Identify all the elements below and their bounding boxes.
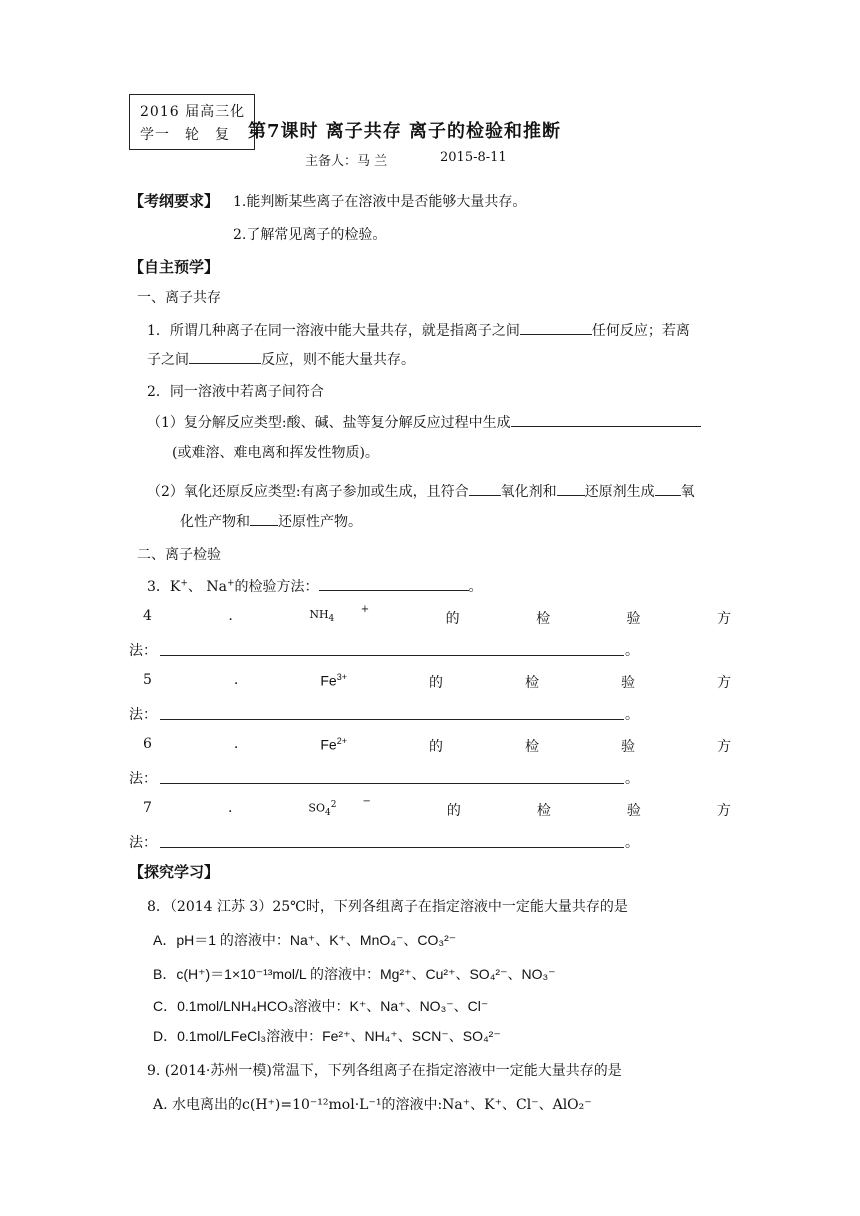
q7-dot: . — [227, 800, 233, 816]
q7-blank[interactable] — [160, 847, 624, 848]
q3-blank[interactable] — [319, 576, 469, 591]
q8-option-b: B．c(H⁺)＝1×10⁻¹³mol/L 的溶液中：Mg²⁺、Cu²⁺、SO₄²⁻、NO₃⁻ — [153, 966, 556, 982]
question-1-line1 — [147, 320, 690, 340]
q7-ion-sup: 2 — [330, 800, 337, 810]
q1-text-a: 1．所谓几种离子在同一溶液中能大量共存，就是指离子之间 — [147, 323, 520, 339]
q7-ion-text: SO — [308, 801, 325, 815]
q2-2-blank-3[interactable] — [655, 481, 681, 496]
q4-blank[interactable] — [160, 655, 624, 656]
q7-ion — [308, 800, 336, 820]
q4-fa: 法： — [129, 643, 157, 659]
q8-option-c: C．0.1mol/LNH₄HCO₃溶液中：K⁺、Na⁺、NO₃⁻、Cl⁻ — [153, 998, 489, 1014]
q5-number: 5 — [143, 672, 152, 688]
question-2-2-line1 — [147, 481, 695, 501]
q7-de: 的 — [446, 803, 461, 819]
q2-1-blank[interactable] — [511, 412, 701, 427]
q4-ion-text: NH — [309, 608, 329, 621]
question-2-2-line2 — [180, 511, 362, 531]
q6-fa: 法： — [129, 771, 157, 787]
requirements-heading: 【考纲要求】 — [129, 192, 220, 210]
question-5 — [143, 672, 731, 692]
page-title: 第7课时 离子共存 离子的检验和推断 — [248, 121, 562, 142]
q7-fang: 方 — [716, 803, 731, 819]
q5-fa: 法： — [129, 707, 157, 723]
q2-2-text-d: 氧 — [680, 484, 695, 500]
course-label-box — [129, 94, 255, 150]
q2-2-text-b: 氧化剂和 — [500, 484, 557, 500]
q7-yan: 验 — [626, 803, 641, 819]
question-1-line2 — [147, 349, 415, 369]
explore-heading: 【探究学习】 — [129, 863, 220, 881]
q7-ion-minus: − — [362, 796, 371, 807]
section-coexistence: 一、离子共存 — [137, 290, 221, 306]
requirement-2: 2.了解常见离子的检验。 — [233, 227, 387, 243]
q7-number: 7 — [143, 800, 152, 816]
q8-option-d: D．0.1mol/LFeCl₃溶液中：Fe²⁺、NH₄⁺、SCN⁻、SO₄²⁻ — [153, 1028, 501, 1044]
q1-text-c: 子之间 — [147, 352, 189, 368]
q5-ion-sup: 3+ — [336, 672, 347, 682]
q6-dot: . — [233, 736, 239, 752]
question-9: 9. (2014·苏州一模)常温下，下列各组离子在指定溶液中一定能大量共存的是 — [147, 1063, 622, 1079]
q4-de: 的 — [445, 611, 460, 627]
q2-2-text-e: 化性产物和 — [180, 514, 250, 530]
q6-blank[interactable] — [160, 783, 624, 784]
date: 2015-8-11 — [440, 150, 507, 165]
q6-yan: 验 — [620, 739, 635, 755]
question-8: 8．（2014 江苏 3）25℃时，下列各组离子在指定溶液中一定能大量共存的是 — [147, 899, 628, 915]
q4-jian: 检 — [536, 611, 551, 627]
question-7 — [143, 796, 731, 820]
q5-fang: 方 — [716, 675, 731, 691]
preview-heading: 【自主预学】 — [129, 258, 220, 276]
requirement-1: 1.能判断某些离子在溶液中是否能够大量共存。 — [233, 194, 527, 210]
q5-ion — [320, 672, 347, 692]
q1-text-b: 任何反应；若离 — [591, 323, 690, 339]
preparer: 主备人：马 兰 — [305, 154, 388, 169]
q6-jian: 检 — [524, 739, 539, 755]
q1-text-d: 反应，则不能大量共存。 — [261, 352, 415, 368]
q4-ion-sub: 4 — [328, 614, 335, 625]
q4-ion-sup: + — [360, 604, 370, 615]
q2-2-blank-2[interactable] — [557, 481, 585, 496]
q7-ion-sub: 4 — [324, 807, 331, 818]
course-label-line1: 2016 届高三化 — [140, 104, 246, 120]
q5-jian: 检 — [524, 675, 539, 691]
q5-yan: 验 — [620, 675, 635, 691]
question-3 — [147, 576, 483, 596]
q6-ion-sup: 2+ — [336, 736, 347, 746]
question-2-1-note: (或难溶、难电离和挥发性物质)。 — [172, 445, 379, 461]
q9-option-a: A. 水电离出的c(H⁺)=10⁻¹²mol·L⁻¹的溶液中:Na⁺、K⁺、Cl⁻、AlO₂⁻ — [153, 1097, 592, 1113]
q4-yan: 验 — [626, 611, 641, 627]
course-label-line2: 学一 轮 复 — [140, 127, 230, 143]
q4-period: 。 — [625, 643, 639, 659]
q3-text-b: 、 Na — [187, 579, 227, 595]
q2-2-blank-4[interactable] — [250, 511, 278, 526]
question-2-1 — [147, 412, 701, 432]
q3-text-a: 3．K — [147, 579, 181, 595]
q6-period: 。 — [625, 771, 639, 787]
q6-number: 6 — [143, 736, 152, 752]
q1-blank-2[interactable] — [189, 349, 261, 364]
q4-fang: 方 — [717, 611, 731, 627]
question-4 — [143, 604, 731, 628]
q7-fa: 法： — [129, 835, 157, 851]
question-2: 2．同一溶液中若离子间符合 — [147, 384, 324, 400]
q2-2-text-c: 还原剂生成 — [584, 484, 655, 500]
q8-option-a: A．pH＝1 的溶液中：Na⁺、K⁺、MnO₄⁻、CO₃²⁻ — [153, 932, 457, 948]
q1-blank-1[interactable] — [520, 320, 592, 335]
q2-1-text: （1）复分解反应类型:酸、碱、盐等复分解反应过程中生成 — [147, 415, 511, 431]
q6-de: 的 — [428, 739, 443, 755]
q7-period: 。 — [625, 835, 639, 851]
q2-2-text-f: 还原性产物。 — [278, 514, 362, 530]
q3-end: 。 — [468, 579, 483, 595]
q3-sup-2: + — [226, 578, 235, 589]
q5-blank[interactable] — [160, 719, 624, 720]
q5-dot: . — [233, 672, 239, 688]
q3-sup-1: + — [180, 578, 188, 589]
section-ion-detection: 二、离子检验 — [137, 547, 221, 563]
q6-ion-text: Fe — [320, 736, 337, 753]
q7-jian: 检 — [536, 803, 551, 819]
q6-fang: 方 — [716, 739, 731, 755]
q2-2-blank-1[interactable] — [469, 481, 501, 496]
q3-text-c: 的检验方法： — [234, 579, 319, 595]
q4-number: 4 — [143, 608, 152, 624]
q5-period: 。 — [625, 707, 639, 723]
q2-2-text-a: （2）氧化还原反应类型:有离子参加或生成，且符合 — [147, 484, 469, 500]
q4-ion — [309, 608, 334, 628]
q6-ion — [320, 736, 347, 756]
question-6 — [143, 736, 731, 756]
q5-de: 的 — [428, 675, 443, 691]
q4-dot: . — [228, 608, 233, 624]
q5-ion-text: Fe — [320, 672, 337, 689]
